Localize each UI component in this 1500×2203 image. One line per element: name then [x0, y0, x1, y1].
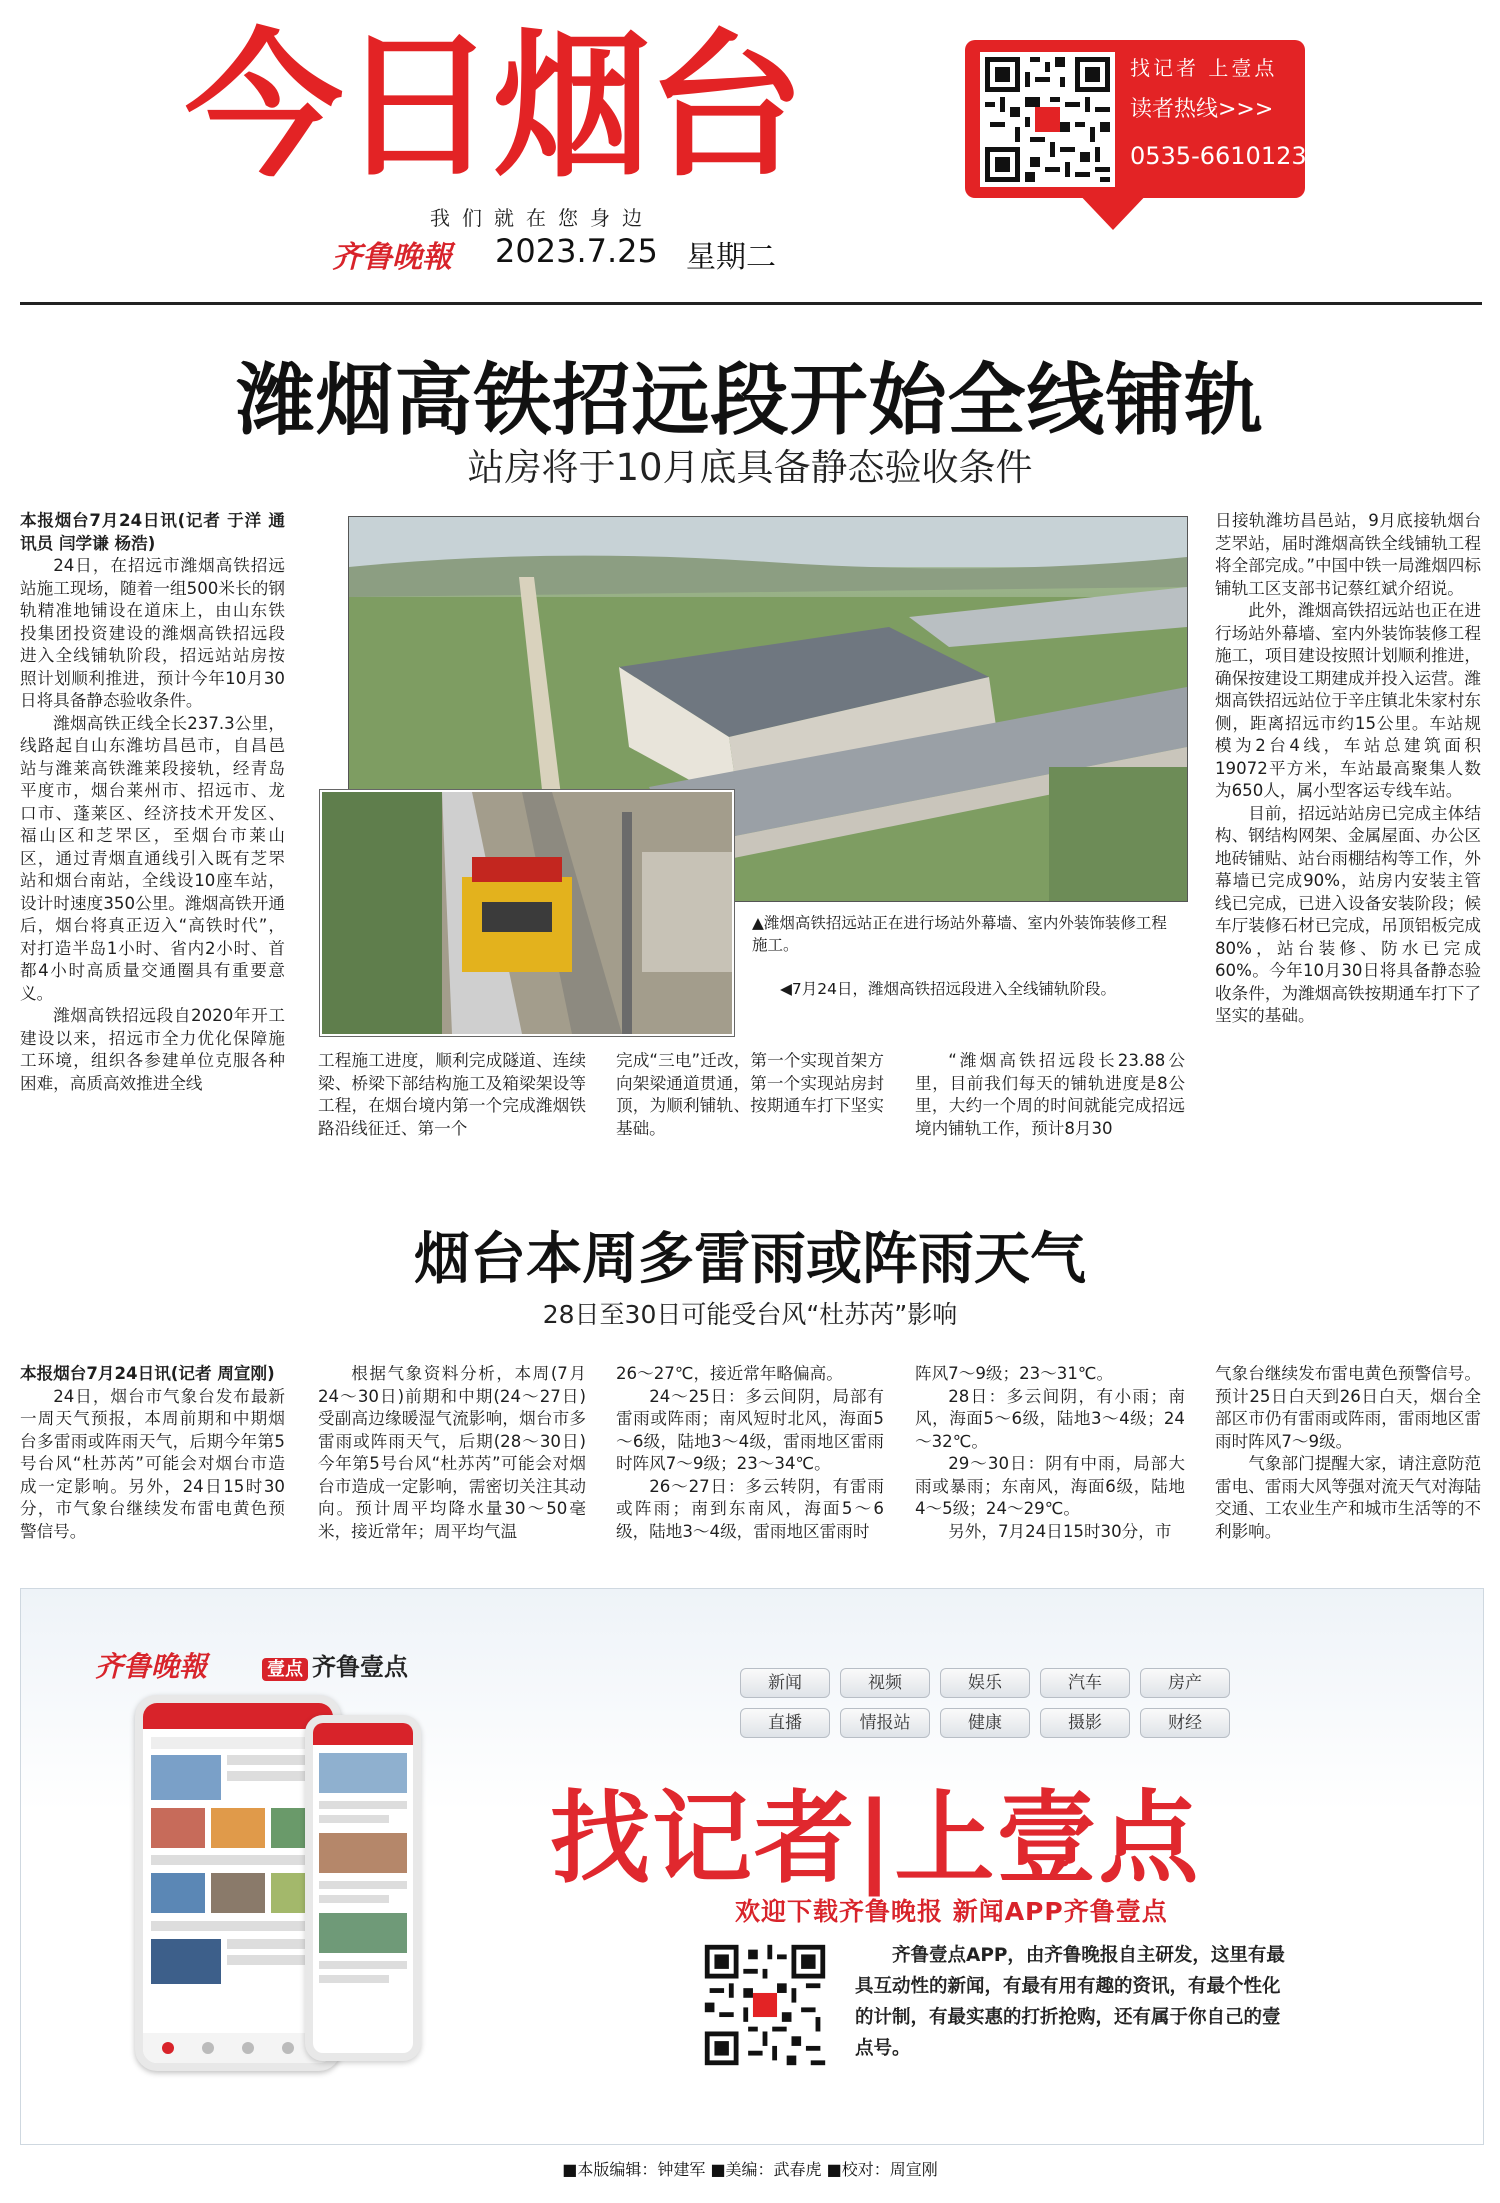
article2-column-3 [616, 1363, 884, 1563]
app-screen-back-illustration [313, 1723, 413, 2053]
article2-paragraph: 另外，7月24日15时30分，市 [948, 1521, 1172, 1541]
ad-description-text: 齐鲁壹点APP，由齐鲁晚报自主研发，这里有最具互动性的新闻，有最有用有趣的资讯，有最个性化的计制，有最实惠的打折抢购，还有属于你自己的壹点号。 [855, 1945, 1285, 2059]
article2-paragraph: 26～27日：多云转阴，有雷雨或阵雨；南到东南风，海面5～6级，陆地3～4级，雷雨地区雷雨时 [616, 1476, 884, 1541]
ad-app-logo [262, 1647, 408, 1682]
article1-paragraph: 工程施工进度，顺利完成隧道、连续梁、桥梁下部结构施工及箱梁架设等工程，在烟台境内第一个完成潍烟铁路沿线征迁、第一个 [318, 1051, 586, 1138]
ad-category-button[interactable]: 情报站 [840, 1708, 930, 1738]
ad-category-button[interactable]: 摄影 [1040, 1708, 1130, 1738]
article2-paragraph: 28日：多云间阴，有小雨；南风，海面5～6级，陆地3～4级；24～32℃。 [915, 1386, 1185, 1451]
article1-column-1 [20, 510, 285, 1150]
article1-column-2 [318, 1050, 586, 1160]
article1-subhead: 站房将于10月底具备静态验收条件 [467, 446, 1033, 489]
ad-category-button[interactable]: 视频 [840, 1668, 930, 1698]
hotline-tagline: 找记者 上壹点 [1130, 56, 1278, 80]
ad-slogan: 找记者|上壹点 [550, 1780, 1201, 1897]
article1-paragraph: 完成“三电”迁改，第一个实现首架方向架梁通道贯通，第一个实现站房封顶，为顺利铺轨、按期通车打下坚实基础。 [616, 1051, 884, 1138]
article1-paragraph: 潍烟高铁正线全长237.3公里，线路起自山东潍坊昌邑市，自昌邑站与潍莱高铁潍莱段接轨，经青岛平度市，烟台莱州市、招远市、龙口市、蓬莱区、经济技术开发区、福山区和芝罘区，至烟台市莱山区，通过青烟直通线引入既有芝罘站和烟台南站，全线设10座车站，设计时速度350公里。潍烟高铁开通后，烟台将真正迈入“高铁时代”，对打造半岛1小时、省内2小时、首都4小时高质量交通圈具有重要意义。 [20, 713, 285, 1003]
hotline-label: 读者热线>>> [1130, 97, 1274, 122]
article1-paragraph: “潍烟高铁招远段长23.88公里，目前我们每天的铺轨进度是8公里，大约一个周的时间就能完成招远境内铺轨工作，预计8月30 [915, 1051, 1185, 1138]
article2-column-2 [318, 1363, 586, 1563]
article1-paragraph: 潍烟高铁招远段自2020年开工建设以来，招远市全力优化保障施工环境，组织各参建单位克服各种困难，高质高效推进全线 [20, 1006, 285, 1093]
article2-byline: 本报烟台7月24日讯(记者 周宣刚) [20, 1364, 275, 1383]
article2-paragraph: 26～27℃，接近常年略偏高。 [616, 1364, 843, 1383]
ad-category-button[interactable]: 房产 [1140, 1668, 1230, 1698]
paper-name-logo: 齐鲁晚報 [332, 240, 452, 275]
article2-paragraph: 气象台继续发布雷电黄色预警信号。预计25日白天到26日白天，烟台全部区市仍有雷雨或阵雨，雷雨地区雷雨时阵风7～9级。 [1215, 1364, 1481, 1451]
article2-column-4 [915, 1363, 1185, 1563]
hotline-box-tail [1075, 190, 1151, 230]
article2-paragraph: 24日，烟台市气象台发布最新一周天气预报，本周前期和中期烟台多雷雨或阵雨天气，后期今年第5号台风“杜苏芮”可能会对烟台市造成一定影响。另外，24日15时30分，市气象台继续发布雷电黄色预警信号。 [20, 1386, 285, 1541]
masthead-date: 2023.7.25 [495, 232, 658, 270]
footer-credits: ■本版编辑：钟建军 ■美编：武春虎 ■校对：周宣刚 [562, 2160, 938, 2179]
masthead-weekday: 星期二 [686, 240, 776, 275]
photo-caption-track: ◀7月24日，潍烟高铁招远段进入全线铺轨阶段。 [780, 980, 1117, 998]
article1-paragraph: 此外，潍烟高铁招远站也正在进行场站外幕墙、室内外装饰装修工程施工，项目建设按照计划顺利推进，确保按建设工期建成并投入运营。潍烟高铁招远站位于辛庄镇北朱家村东侧，距离招远市约15公里。车站规模为2台4线，车站总建筑面积19072平方米，车站最高聚集人数为650人，属小型客运专线车站。 [1215, 601, 1481, 800]
app-tag-badge: 壹点 [262, 1658, 308, 1681]
ad-paper-logo: 齐鲁晚報 [95, 1650, 208, 1683]
article1-headline: 潍烟高铁招远段开始全线铺轨 [236, 355, 1264, 446]
ad-category-button[interactable]: 娱乐 [940, 1668, 1030, 1698]
article1-column-3 [616, 1050, 884, 1160]
article2-headline: 烟台本周多雷雨或阵雨天气 [414, 1226, 1086, 1292]
article2-paragraph: 阵风7～9级；23～31℃。 [915, 1364, 1114, 1383]
track-laying-illustration [322, 792, 732, 1034]
ad-category-button[interactable]: 健康 [940, 1708, 1030, 1738]
track-laying-photo [320, 790, 734, 1036]
article2-column-5 [1215, 1363, 1481, 1563]
masthead-title: 今日烟台 [185, 15, 801, 199]
qr-code-icon[interactable] [980, 52, 1115, 187]
article2-subhead: 28日至30日可能受台风“杜苏芮”影响 [542, 1300, 958, 1329]
article2-paragraph: 根据气象资料分析，本周(7月24～30日)前期和中期(24～27日)受副高边缘暖湿气流影响，烟台市多雷雨或阵雨天气，后期(28～30日)今年第5号台风“杜苏芮”可能会对烟台市造成一定影响，需密切关注其动向。预计周平均降水量30～50毫米，接近常年；周平均气温 [318, 1364, 586, 1541]
hotline-number[interactable]: 0535-6610123 [1130, 142, 1307, 170]
ad-description [855, 1940, 1290, 2064]
article2-paragraph: 气象部门提醒大家，请注意防范雷电、雷雨大风等强对流天气对海陆交通、工农业生产和城市生活等的不利影响。 [1215, 1454, 1481, 1541]
ad-category-button[interactable]: 汽车 [1040, 1668, 1130, 1698]
article1-byline: 本报烟台7月24日讯(记者 于洋 通讯员 闫学谦 杨浩) [20, 511, 285, 553]
article1-paragraph: 目前，招远站站房已完成主体结构、钢结构网架、金属屋面、办公区地砖铺贴、站台雨棚结构等工作，外幕墙已完成90%，站房内安装主管线已完成，已进入设备安装阶段；候车厅装修石材已完成，吊顶铝板完成80%，站台装修、防水已完成60%。今年10月30日将具备静态验收条件，为潍烟高铁按期通车打下了坚实的基础。 [1215, 803, 1481, 1025]
phone-mockup-back [305, 1715, 421, 2061]
article1-column-5 [1215, 510, 1481, 1160]
article1-paragraph: 日接轨潍坊昌邑站，9月底接轨烟台芝罘站，届时潍烟高铁全线铺轨工程将全部完成。”中国中铁一局潍烟四标铺轨工区支部书记蔡红斌介绍说。 [1215, 511, 1481, 598]
ad-category-button[interactable]: 财经 [1140, 1708, 1230, 1738]
article2-column-1 [20, 1363, 285, 1563]
masthead-slogan: 我们就在您身边 [430, 206, 654, 230]
app-qr-code-icon[interactable] [700, 1940, 830, 2070]
masthead-divider [20, 302, 1482, 305]
ad-app-name: 齐鲁壹点 [312, 1653, 408, 1681]
ad-category-button[interactable]: 直播 [740, 1708, 830, 1738]
article1-column-4 [915, 1050, 1185, 1160]
photo-caption-station: ▲潍烟高铁招远站正在进行场站外幕墙、室内外装饰装修工程施工。 [752, 914, 1167, 954]
article2-paragraph: 24～25日：多云间阴，局部有雷雨或阵雨；南风短时北风，海面5～6级，陆地3～4级，雷雨地区雷雨时阵风7～9级；23～34℃。 [616, 1386, 884, 1473]
ad-download-text: 欢迎下载齐鲁晚报 新闻APP齐鲁壹点 [735, 1897, 1168, 1926]
ad-category-button[interactable]: 新闻 [740, 1668, 830, 1698]
article1-paragraph: 24日，在招远市潍烟高铁招远站施工现场，随着一组500米长的钢轨精准地铺设在道床上，由山东铁投集团投资建设的潍烟高铁招远段进入全线铺轨阶段，招远站站房按照计划顺利推进，预计今年10月30日将具备静态验收条件。 [20, 556, 285, 710]
article2-paragraph: 29～30日：阴有中雨，局部大雨或暴雨；东南风，海面6级，陆地4～5级；24～29℃。 [915, 1454, 1185, 1518]
